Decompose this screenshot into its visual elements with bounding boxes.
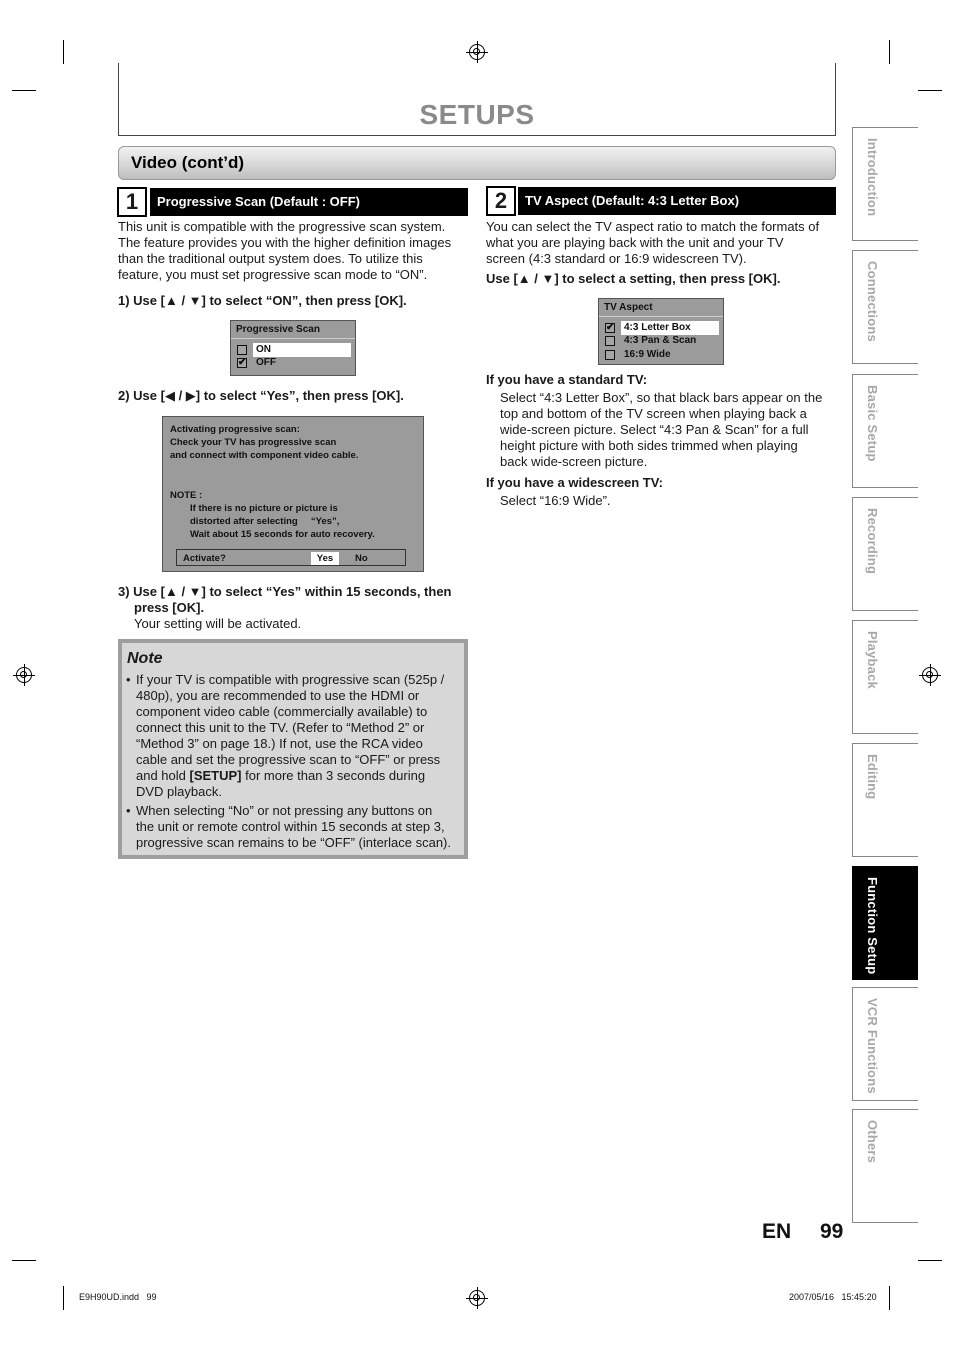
option-pan-scan[interactable]: 4:3 Pan & Scan bbox=[624, 335, 697, 346]
dialog-note-line: If there is no picture or picture is bbox=[190, 503, 338, 514]
standard-tv-text: Select “4:3 Letter Box”, so that black bars appear on the bbox=[500, 390, 823, 405]
section-heading bbox=[118, 146, 836, 180]
standard-tv-text: wide-screen picture. Select “4:3 Pan & Scan” for a full bbox=[500, 422, 809, 437]
tab-connections[interactable] bbox=[852, 250, 918, 364]
crop-mark bbox=[12, 1260, 36, 1261]
tab-introduction[interactable] bbox=[852, 127, 918, 241]
registration-mark-icon bbox=[469, 1290, 485, 1306]
registration-mark-icon bbox=[16, 667, 32, 683]
dialog-line: Check your TV has progressive scan bbox=[170, 437, 337, 448]
step1-result: Your setting will be activated. bbox=[134, 616, 302, 631]
setup-key: [SETUP] bbox=[189, 768, 242, 783]
note-line: progressive scan remains to be “OFF” (interlace scan). bbox=[136, 835, 451, 850]
step1-instruction-2: 2) Use [◀ / ▶] to select “Yes”, then press [OK]. bbox=[118, 388, 404, 403]
divider bbox=[231, 338, 355, 339]
standard-tv-heading: If you have a standard TV: bbox=[486, 372, 648, 387]
crop-mark bbox=[63, 40, 64, 64]
crop-mark bbox=[63, 1286, 64, 1310]
page-header bbox=[118, 63, 836, 136]
section-title: Video (cont’d) bbox=[131, 153, 245, 172]
step-title: Progressive Scan (Default : OFF) bbox=[150, 188, 468, 216]
note-title: Note bbox=[127, 650, 163, 667]
standard-tv-text: back wide-screen picture. bbox=[500, 454, 648, 469]
divider bbox=[599, 316, 723, 317]
dialog-note-line: distorted after selecting “Yes”, bbox=[190, 516, 340, 527]
tab-label: Connections bbox=[865, 261, 880, 342]
step1-instruction-3: 3) Use [▲ / ▼] to select “Yes” within 15 seconds, then bbox=[118, 584, 452, 599]
tab-label: VCR Functions bbox=[865, 998, 880, 1094]
no-option[interactable]: No bbox=[355, 553, 368, 564]
tab-label: Editing bbox=[865, 754, 880, 800]
checkbox-icon bbox=[605, 336, 615, 346]
step2-intro: screen (4:3 standard or 16:9 widescreen TV). bbox=[486, 251, 747, 266]
standard-tv-text: top and bottom of the TV screen when playing back a bbox=[500, 406, 807, 421]
option-16-9-wide[interactable]: 16:9 Wide bbox=[624, 349, 671, 360]
note-box bbox=[118, 639, 468, 859]
tab-recording[interactable] bbox=[852, 497, 918, 611]
step-number: 2 bbox=[486, 186, 516, 216]
activation-dialog bbox=[162, 416, 424, 572]
tab-vcr-functions[interactable] bbox=[852, 987, 918, 1101]
widescreen-tv-text: Select “16:9 Wide”. bbox=[500, 493, 611, 508]
crop-mark bbox=[889, 1286, 890, 1310]
tab-function-setup[interactable] bbox=[852, 866, 918, 980]
step1-instruction-1: 1) Use [▲ / ▼] to select “ON”, then press [OK]. bbox=[118, 293, 407, 308]
note-line: component video cable (commercially available) to bbox=[136, 704, 428, 719]
tab-playback[interactable] bbox=[852, 620, 918, 734]
option-on[interactable]: ON bbox=[253, 343, 351, 357]
note-line: connect this unit to the TV. (Refer to “Method 2” or bbox=[136, 720, 425, 735]
progressive-scan-menu bbox=[230, 320, 356, 376]
registration-mark-icon bbox=[922, 667, 938, 683]
tv-aspect-menu bbox=[598, 298, 724, 365]
step2-intro: what you are playing back with the unit and your TV bbox=[486, 235, 784, 250]
activate-label: Activate? bbox=[183, 553, 226, 564]
widescreen-tv-heading: If you have a widescreen TV: bbox=[486, 475, 664, 490]
bullet: • bbox=[126, 803, 131, 818]
menu-title: TV Aspect bbox=[604, 302, 653, 313]
crop-mark bbox=[918, 90, 942, 91]
bullet: • bbox=[126, 672, 131, 687]
step1-intro: This unit is compatible with the progressive scan system. The feature provides you with the higher definition images than the traditional output system does. To utilize this feature, you must set progressive scan mode to “ON”. bbox=[118, 219, 452, 282]
step2-intro: You can select the TV aspect ratio to match the formats of bbox=[486, 219, 820, 234]
checkbox-icon bbox=[605, 350, 615, 360]
tab-others[interactable] bbox=[852, 1109, 918, 1223]
note-line: “Method 3” on page 18.) If not, use the RCA video bbox=[136, 736, 423, 751]
note-line bbox=[136, 768, 425, 784]
note-line: the unit or remote control within 15 seconds at step 3, bbox=[136, 819, 445, 834]
activate-prompt-row bbox=[176, 549, 406, 566]
step-number: 1 bbox=[117, 187, 147, 217]
note-line: DVD playback. bbox=[136, 784, 222, 799]
yes-option[interactable]: Yes bbox=[311, 552, 339, 565]
tab-editing[interactable] bbox=[852, 743, 918, 857]
tab-label: Introduction bbox=[865, 138, 880, 217]
note-line: 480p), you are recommended to use the HDMI or bbox=[136, 688, 420, 703]
checkbox-checked-icon: ✔ bbox=[238, 357, 247, 368]
checkbox-icon bbox=[237, 345, 247, 355]
checkbox-checked-icon: ✔ bbox=[606, 322, 615, 333]
tab-label: Playback bbox=[865, 631, 880, 689]
page-number: 99 bbox=[820, 1220, 844, 1243]
crop-mark bbox=[12, 90, 36, 91]
date-slug: 2007/05/16 15:45:20 bbox=[789, 1292, 877, 1302]
note-line: cable and set the progressive scan to “OFF” or press bbox=[136, 752, 441, 767]
file-slug: E9H90UD.indd 99 bbox=[79, 1292, 157, 1302]
note-text: for more than 3 seconds during bbox=[241, 768, 426, 783]
dialog-line: Activating progressive scan: bbox=[170, 424, 300, 435]
tab-label: Others bbox=[865, 1120, 880, 1164]
standard-tv-text: height picture with both sides trimmed when playing bbox=[500, 438, 798, 453]
crop-mark bbox=[889, 40, 890, 64]
dialog-note-line: Wait about 15 seconds for auto recovery. bbox=[190, 529, 375, 540]
registration-mark-icon bbox=[469, 44, 485, 60]
menu-title: Progressive Scan bbox=[236, 324, 320, 335]
tab-label: Basic Setup bbox=[865, 385, 880, 462]
tab-label: Function Setup bbox=[865, 877, 880, 975]
tab-label: Recording bbox=[865, 508, 880, 575]
page-title: SETUPS bbox=[419, 99, 535, 130]
note-line: When selecting “No” or not pressing any buttons on bbox=[136, 803, 433, 818]
dialog-note-label: NOTE : bbox=[170, 490, 203, 501]
step1-instruction-3-cont: press [OK]. bbox=[134, 600, 205, 615]
option-off[interactable]: OFF bbox=[256, 357, 276, 368]
note-text: and hold bbox=[136, 768, 190, 783]
note-line: If your TV is compatible with progressive scan (525p / bbox=[136, 672, 445, 687]
tab-basic-setup[interactable] bbox=[852, 374, 918, 488]
crop-mark bbox=[918, 1260, 942, 1261]
step2-instruction: Use [▲ / ▼] to select a setting, then press [OK]. bbox=[486, 271, 781, 286]
option-letter-box[interactable]: 4:3 Letter Box bbox=[621, 321, 719, 335]
dialog-line: and connect with component video cable. bbox=[170, 450, 359, 461]
step-title: TV Aspect (Default: 4:3 Letter Box) bbox=[518, 187, 836, 215]
language-code: EN bbox=[762, 1220, 792, 1243]
